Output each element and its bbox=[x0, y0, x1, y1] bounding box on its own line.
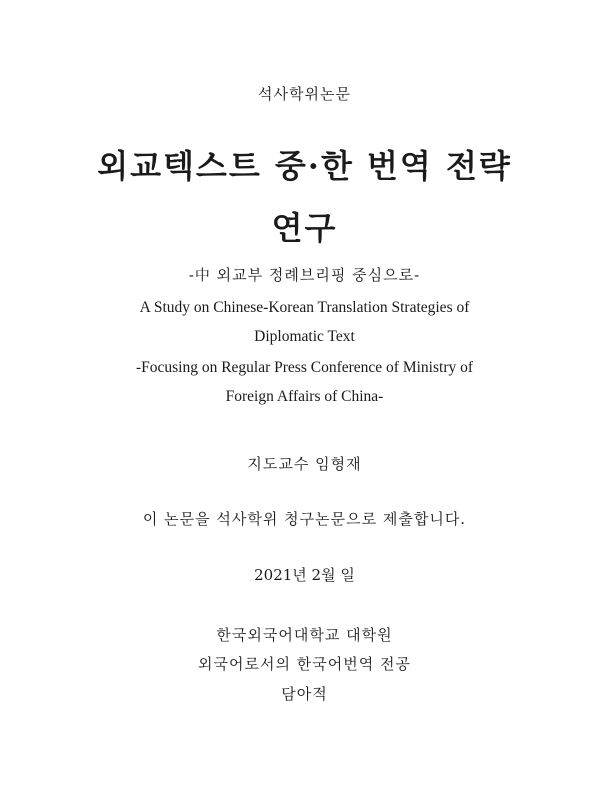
thesis-title-line-2: 연구 bbox=[271, 209, 338, 247]
advisor-name: 지도교수 임형재 bbox=[247, 455, 362, 473]
university-name: 한국외국어대학교 대학원 bbox=[216, 626, 393, 644]
english-title-line-4: Foreign Affairs of China- bbox=[225, 388, 384, 405]
thesis-subtitle-korean: -中 외교부 정례브리핑 중심으로- bbox=[188, 266, 421, 284]
thesis-title-line-1: 외교텍스트 중·한 번역 전략 bbox=[97, 147, 512, 185]
department-name: 외국어로서의 한국어번역 전공 bbox=[198, 655, 411, 673]
submission-date: 2021년 2월 일 bbox=[254, 566, 355, 584]
english-title-line-2: Diplomatic Text bbox=[254, 328, 355, 345]
degree-type: 석사학위논문 bbox=[258, 85, 351, 103]
submission-statement: 이 논문을 석사학위 청구논문으로 제출합니다. bbox=[142, 510, 467, 528]
english-title-line-1: A Study on Chinese-Korean Translation Strategies of bbox=[139, 299, 470, 316]
author-name: 담아적 bbox=[281, 685, 328, 703]
english-title-line-3: -Focusing on Regular Press Conference of Ministry of bbox=[135, 359, 474, 376]
